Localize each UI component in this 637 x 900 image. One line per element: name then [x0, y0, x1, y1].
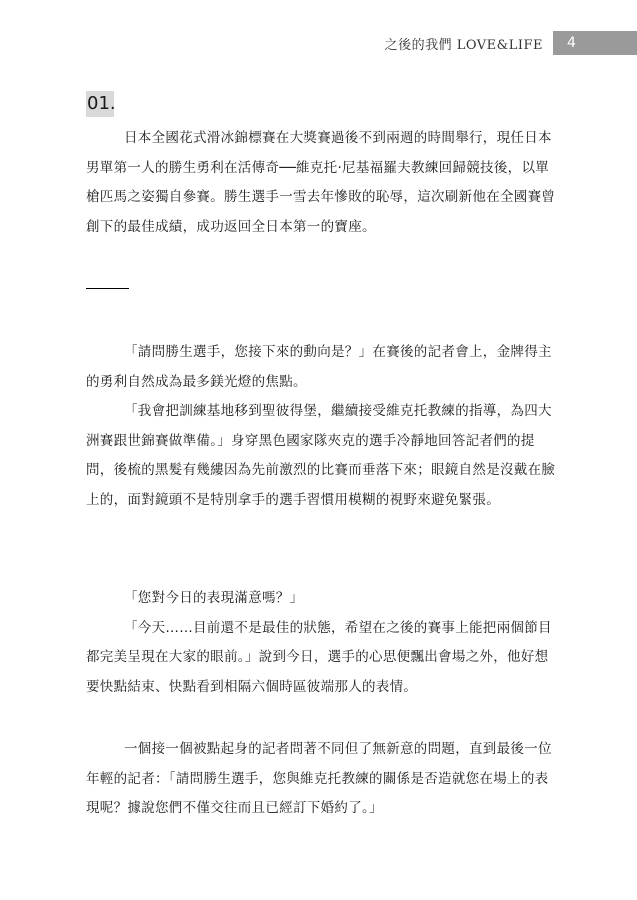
book-title: 之後的我們 LOVE&LIFE — [384, 37, 543, 53]
paragraph-5: 「今天……目前還不是最佳的狀態，希望在之後的賽事上能把兩個節目都完美呈現在大家的眼前。」說到今日，選手的心思便飄出會場之外，他好想要快點結束、快點看到相隔六個時區彼端那人的表情。 — [86, 619, 552, 695]
opening-section — [86, 124, 556, 242]
final-question-section — [86, 735, 556, 824]
question-section — [86, 584, 556, 702]
paragraph-1: 日本全國花式滑冰錦標賽在大獎賽過後不到兩週的時間舉行，現任日本男單第一人的勝生勇利在活傳奇──維克托·尼基福羅夫教練回歸競技後，以單槍匹馬之姿獨自參賽。勝生選手一雪去年慘敗的恥辱，這次刷新他在全國賽曾創下的最佳成績，成功返回全日本第一的寶座。 — [86, 130, 556, 235]
section-separator — [86, 288, 129, 289]
paragraph-4: 「您對今日的表現滿意嗎？」 — [124, 590, 304, 606]
paragraph-6: 一個接一個被點起身的記者問著不同但了無新意的問題，直到最後一位年輕的記者：「請問勝生選手，您與維克托教練的關係是否造就您在場上的表現呢？據說您們不僅交往而且已經訂下婚約了。」 — [86, 741, 552, 816]
paragraph-3: 「我會把訓練基地移到聖彼得堡，繼續接受維克托教練的指導，為四大洲賽跟世錦賽做準備。」身穿黑色國家隊夾克的選手冷靜地回答記者們的提問，後梳的黑髮有幾縷因為先前激烈的比賽而垂落下來；眼鏡自然是沒戴在臉上的，面對鏡頭不是特別拿手的選手習慣用模糊的視野來避免緊張。 — [86, 403, 556, 508]
chapter-number: 01. — [86, 91, 114, 117]
paragraph-2: 「請問勝生選手，您接下來的動向是？」在賽後的記者會上，金牌得主的勇利自然成為最多鎂光燈的焦點。 — [86, 344, 552, 390]
page-number: 4 — [553, 31, 637, 55]
press-conference-section — [86, 338, 556, 515]
page-header — [385, 31, 637, 55]
